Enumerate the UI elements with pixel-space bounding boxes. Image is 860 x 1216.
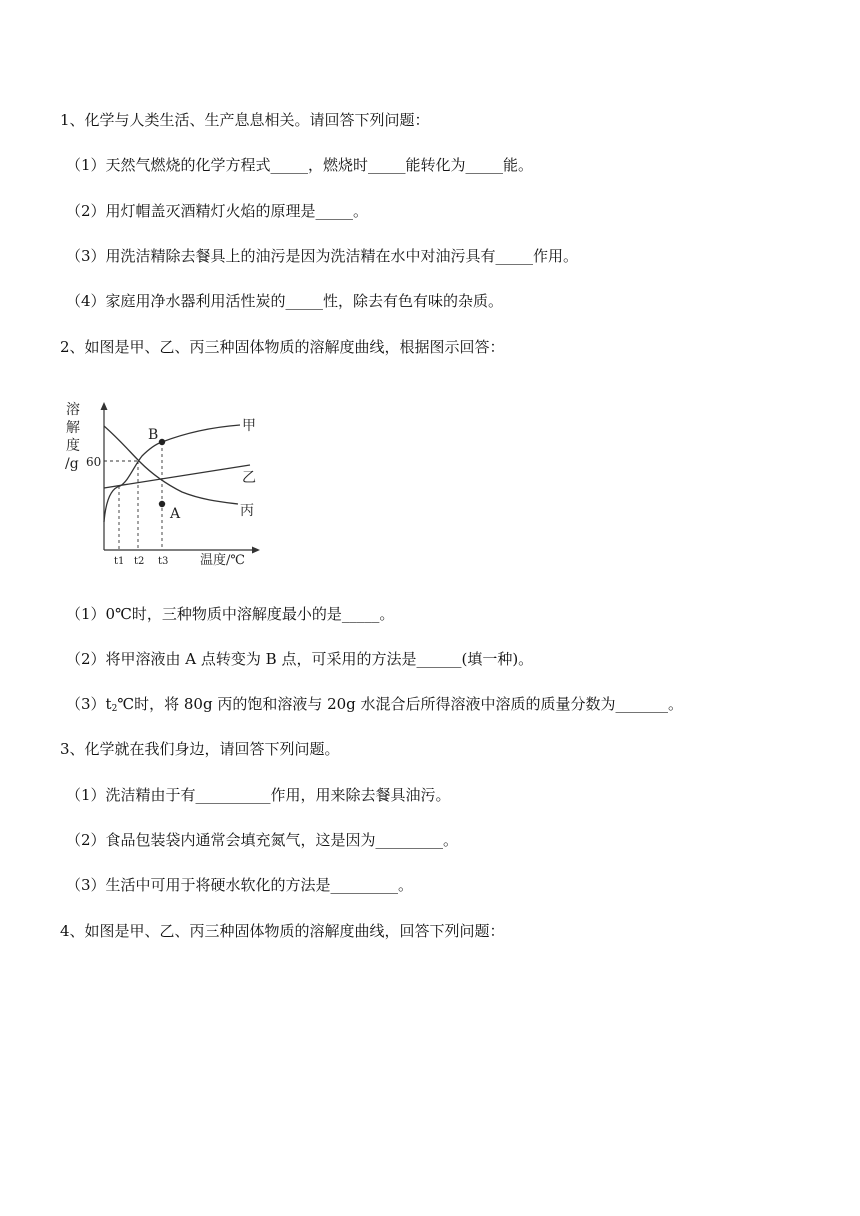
x-tick-t2: t2 [134,556,145,567]
question-2-item-3-rest: ℃时，将 80g 丙的饱和溶液与 20g 水混合后所得溶液中溶质的质量分数为_______。 [117,695,684,713]
question-1-item-1: （1）天然气燃烧的化学方程式_____，燃烧时_____能转化为_____能。 [66,156,534,174]
question-2-stem: 2、如图是甲、乙、丙三种固体物质的溶解度曲线，根据图示回答： [60,338,505,356]
question-1-item-4: （4）家庭用净水器利用活性炭的_____性，除去有色有味的杂质。 [66,292,504,310]
point-a-label: A [170,506,181,522]
question-1-stem: 1、化学与人类生活、生产息息相关。请回答下列问题： [60,111,430,129]
solubility-chart [58,394,268,574]
question-3-item-3: （3）生活中可用于将硬水软化的方法是_________。 [66,876,414,894]
question-2-item-3 [66,694,683,719]
x-axis-arrow [252,547,260,554]
curve-bing [104,426,238,504]
question-4-stem: 4、如图是甲、乙、丙三种固体物质的溶解度曲线，回答下列问题： [60,922,505,940]
y-label-char-4: /g [65,456,79,472]
question-2-item-1: （1）0℃时，三种物质中溶解度最小的是_____。 [66,605,395,623]
x-axis-label: 温度/℃ [200,553,245,568]
question-2-item-2: （2）将甲溶液由 A 点转变为 B 点，可采用的方法是______(填一种)。 [66,650,534,668]
question-3-stem: 3、化学就在我们身边，请回答下列问题。 [60,740,340,758]
question-3-item-2: （2）食品包装袋内通常会填充氮气，这是因为_________。 [66,831,459,849]
point-b [159,439,165,445]
x-tick-t3: t3 [158,556,169,567]
question-3-item-1: （1）洗洁精由于有__________作用，用来除去餐具油污。 [66,786,451,804]
y-label-char-2: 解 [66,420,80,436]
question-1-item-2: （2）用灯帽盖灭酒精灯火焰的原理是_____。 [66,202,369,220]
y-label-char-1: 溶 [66,402,80,418]
x-tick-t1: t1 [114,556,125,567]
y-tick-60: 60 [86,455,102,469]
question-2-item-3-subscript: 2 [111,704,118,714]
point-b-label: B [148,427,159,443]
question-1-item-3: （3）用洗洁精除去餐具上的油污是因为洗洁精在水中对油污具有_____作用。 [66,247,579,265]
point-a [159,501,165,507]
question-2-item-3-prefix: （3）t [66,695,112,713]
series-label-bing: 丙 [240,503,254,519]
series-label-yi: 乙 [242,470,256,486]
y-axis-arrow [101,402,108,410]
y-label-char-3: 度 [66,438,80,454]
curve-yi [104,465,250,488]
series-label-jia: 甲 [242,418,256,434]
